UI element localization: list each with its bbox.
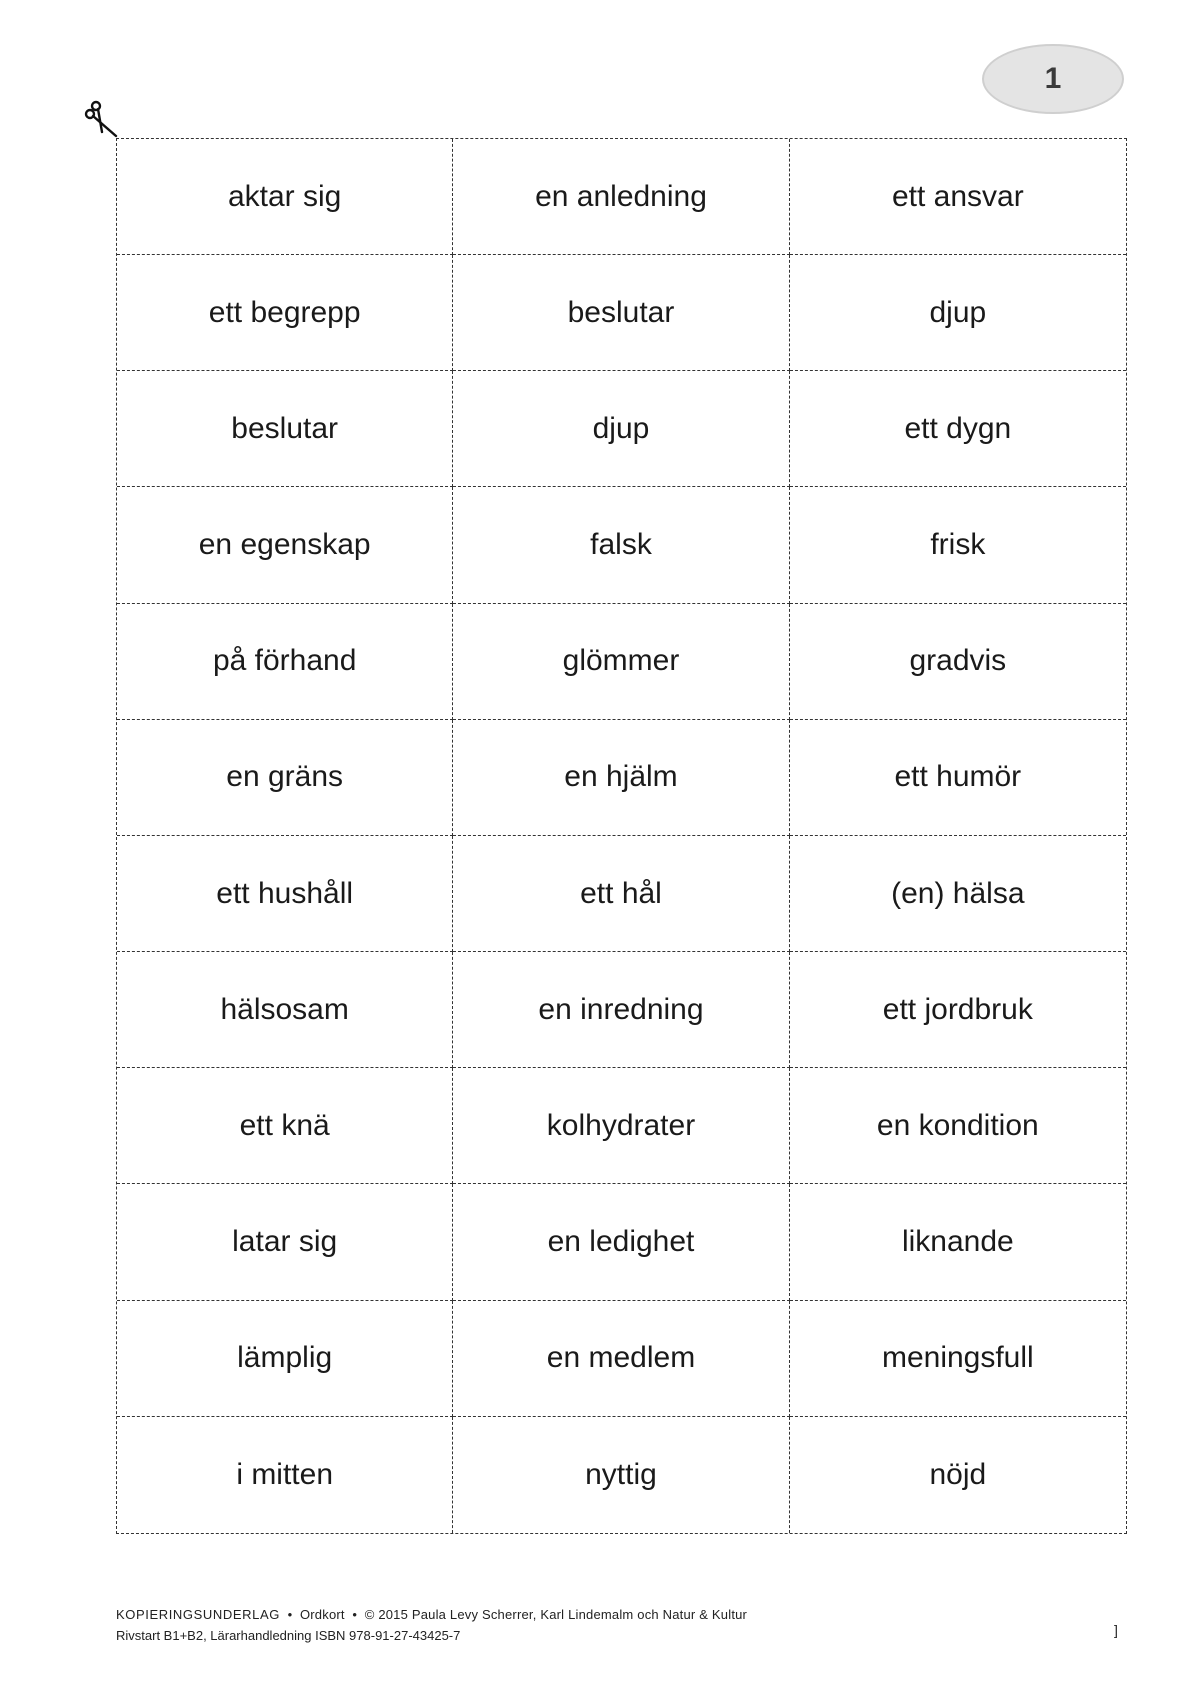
word-card: (en) hälsa [790,836,1126,952]
footer-label: KOPIERINGSUNDERLAG [116,1607,280,1622]
word-card: liknande [790,1184,1126,1300]
word-card: ett hushåll [117,836,453,952]
word-card: en medlem [453,1301,789,1417]
footer-separator: • [287,1607,293,1622]
word-card: på förhand [117,604,453,720]
word-card: ett ansvar [790,139,1126,255]
word-card: glömmer [453,604,789,720]
word-card: beslutar [117,371,453,487]
word-card: frisk [790,487,1126,603]
word-card: en egenskap [117,487,453,603]
word-card: i mitten [117,1417,453,1533]
word-card: en inredning [453,952,789,1068]
word-card: meningsfull [790,1301,1126,1417]
word-card: djup [453,371,789,487]
footer-separator: • [352,1607,358,1622]
word-card: falsk [453,487,789,603]
word-card: nyttig [453,1417,789,1533]
page-number: 1 [1044,62,1062,95]
word-card: aktar sig [117,139,453,255]
word-card: hälsosam [117,952,453,1068]
footer-copyright: © 2015 Paula Levy Scherrer, Karl Lindemalm och Natur & Kultur [364,1607,748,1622]
word-card: nöjd [929,1457,987,1491]
word-card: en hjälm [453,720,789,836]
word-card-grid [116,138,1127,1534]
word-card: en ledighet [453,1184,789,1300]
word-card: kolhydrater [453,1068,789,1184]
footer-line-2: Rivstart B1+B2, Lärarhandledning ISBN 978-91-27-43425-7 [116,1628,461,1643]
word-card: lämplig [117,1301,453,1417]
footer-page-marker: ] [1114,1622,1118,1638]
word-card: en gräns [117,720,453,836]
word-card: beslutar [453,255,789,371]
word-card: ett begrepp [117,255,453,371]
word-card: en kondition [790,1068,1126,1184]
footer-line-1 [116,1604,747,1625]
footer [116,1604,747,1646]
word-card: en anledning [453,139,789,255]
word-card: djup [790,255,1126,371]
page-number-badge [982,44,1124,114]
scissors-icon [82,100,122,140]
footer-section: Ordkort [299,1607,345,1622]
word-card: ett knä [117,1068,453,1184]
word-card: ett jordbruk [790,952,1126,1068]
word-card: ett hål [453,836,789,952]
word-card: latar sig [117,1184,453,1300]
word-card: gradvis [790,604,1126,720]
word-card: ett humör [790,720,1126,836]
word-card: ett dygn [790,371,1126,487]
